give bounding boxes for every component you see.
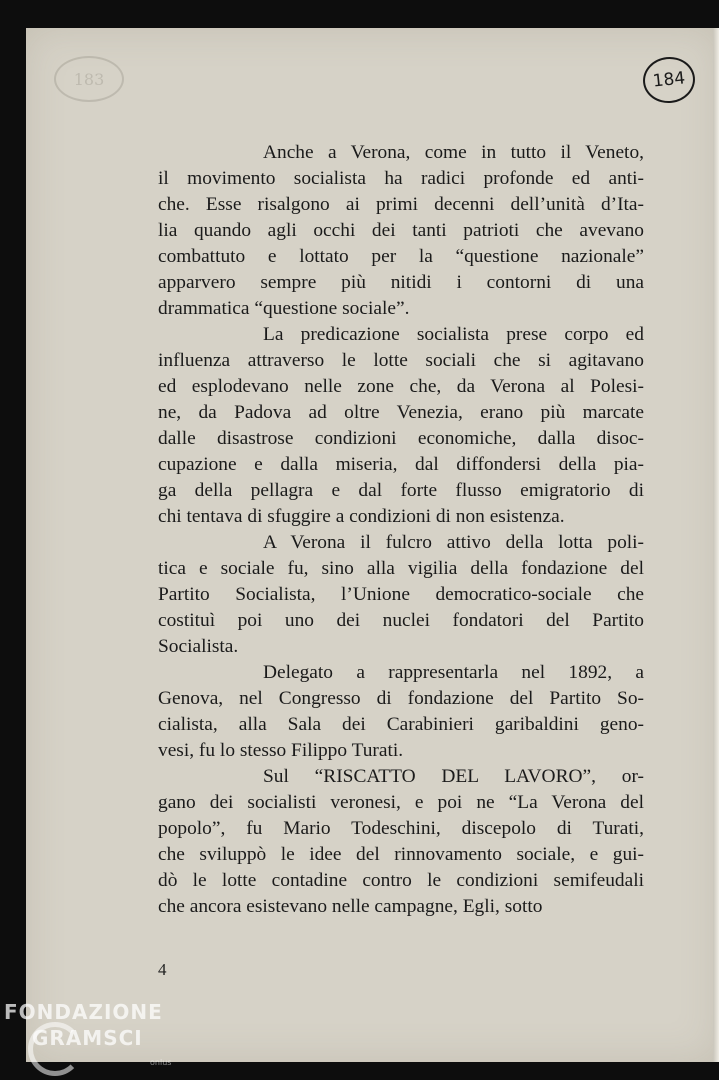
watermark-line3: onlus xyxy=(150,1058,172,1067)
text-line: dò le lotte contadine contro le condizioni semifeudali xyxy=(158,870,644,891)
text-line: cupazione e dalla miseria, dal diffondersi della pia- xyxy=(158,454,644,475)
text-line: popolo”, fu Mario Todeschini, discepolo di Turati, xyxy=(158,818,644,839)
watermark-line2: GRAMSCI xyxy=(32,1026,143,1050)
faded-archive-stamp xyxy=(54,56,124,102)
text-line: Partito Socialista, l’Unione democratico-sociale che xyxy=(158,584,644,605)
text-line: combattuto e lottato per la “questione nazionale” xyxy=(158,246,644,267)
text-line: cialista, alla Sala dei Carabinieri garibaldini geno- xyxy=(158,714,644,735)
text-line: il movimento socialista ha radici profonde ed anti- xyxy=(158,168,644,189)
fondazione-gramsci-watermark xyxy=(4,1000,172,1067)
text-line: Anche a Verona, come in tutto il Veneto, xyxy=(263,142,644,163)
text-line: che ancora esistevano nelle campagne, Egli, sotto xyxy=(158,896,543,917)
text-line: influenza attraverso le lotte sociali che si agitavano xyxy=(158,350,644,371)
text-line: che. Esse risalgono ai primi decenni dell’unità d’Ita- xyxy=(158,194,644,215)
text-line: costituì poi uno dei nuclei fondatori del Partito xyxy=(158,610,644,631)
text-line: A Verona il fulcro attivo della lotta poli- xyxy=(263,532,644,553)
text-line: ed esplodevano nelle zone che, da Verona al Polesi- xyxy=(158,376,644,397)
page-edge xyxy=(713,28,719,1062)
text-line: La predicazione socialista prese corpo ed xyxy=(263,324,644,345)
text-line: vesi, fu lo stesso Filippo Turati. xyxy=(158,740,404,761)
text-line: dalle disastrose condizioni economiche, dalla disoc- xyxy=(158,428,644,449)
text-line: tica e sociale fu, sino alla vigilia della fondazione del xyxy=(158,558,644,579)
text-line: chi tentava di sfuggire a condizioni di non esistenza. xyxy=(158,506,565,527)
text-line: lia quando agli occhi dei tanti patrioti che avevano xyxy=(158,220,644,241)
text-line: Genova, nel Congresso di fondazione del Partito So- xyxy=(158,688,644,709)
text-line: gano dei socialisti veronesi, e poi ne “La Verona del xyxy=(158,792,644,813)
body-text xyxy=(158,140,644,920)
text-line: che sviluppò le idee del rinnovamento sociale, e gui- xyxy=(158,844,644,865)
watermark-line1: FONDAZIONE xyxy=(4,1000,163,1024)
archive-number: 184 xyxy=(651,68,687,92)
faded-archive-number: 183 xyxy=(73,69,105,89)
text-line: drammatica “questione sociale”. xyxy=(158,298,410,319)
text-line: apparvero sempre più nitidi i contorni di una xyxy=(158,272,644,293)
text-line: Socialista. xyxy=(158,636,239,657)
page-number: 4 xyxy=(158,960,167,979)
text-line: Delegato a rappresentarla nel 1892, a xyxy=(263,662,644,683)
text-line: ga della pellagra e dal forte flusso emigratorio di xyxy=(158,480,644,501)
text-line: ne, da Padova ad oltre Venezia, erano più marcate xyxy=(158,402,644,423)
text-line: Sul “RISCATTO DEL LAVORO”, or- xyxy=(263,766,644,787)
